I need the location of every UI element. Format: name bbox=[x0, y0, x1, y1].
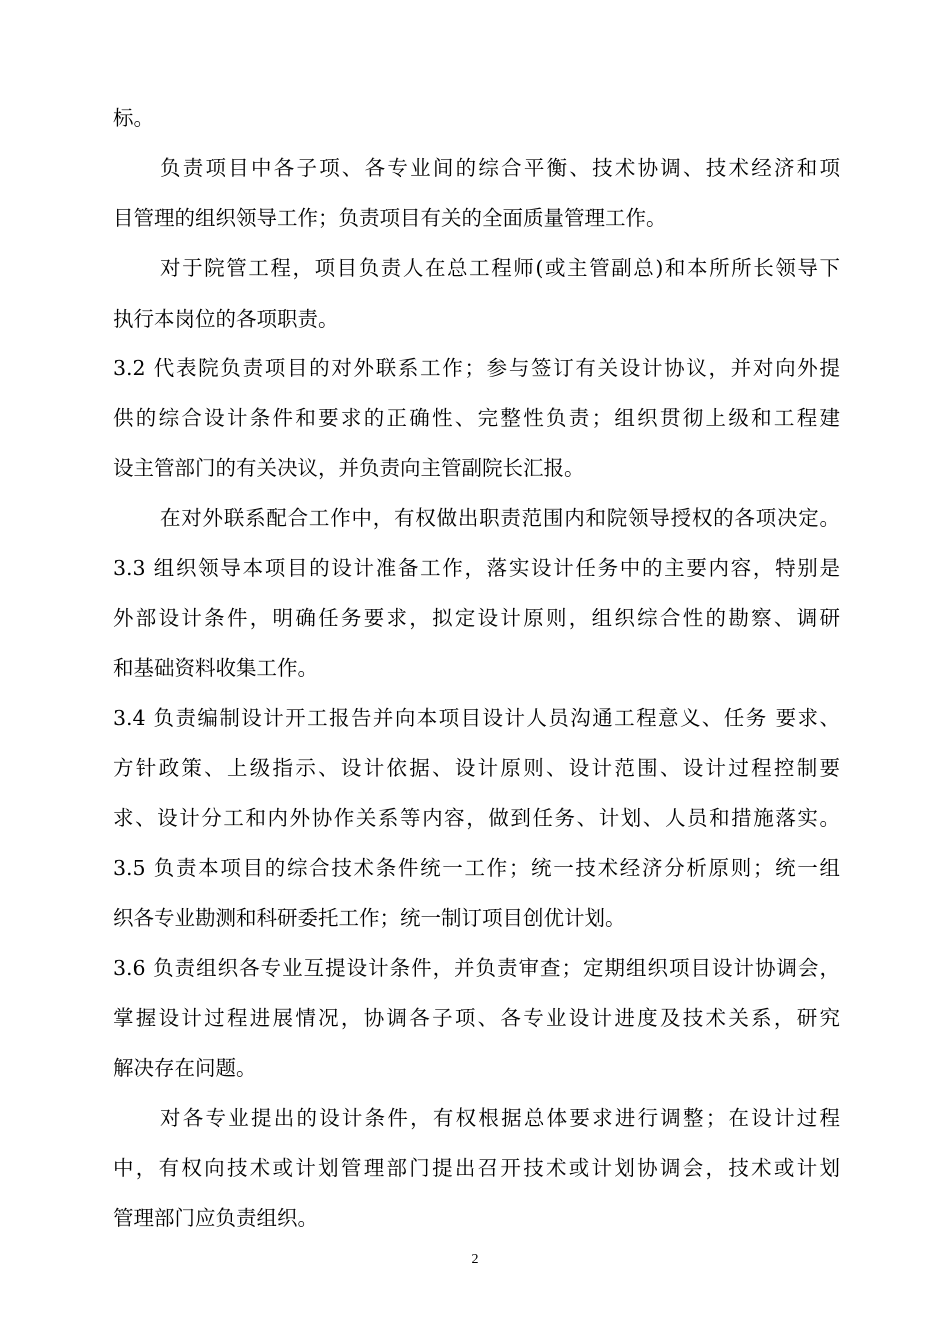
text-line: 供的综合设计条件和要求的正确性、完整性负责；组织贯彻上级和工程建 bbox=[113, 406, 840, 430]
text-line: 求、设计分工和内外协作关系等内容，做到任务、计划、人员和措施落实。 bbox=[113, 806, 840, 830]
page-number: 2 bbox=[471, 1252, 479, 1267]
text-line: 3.6 负责组织各专业互提设计条件，并负责审查；定期组织项目设计协调会， bbox=[113, 956, 840, 980]
text-line: 3.4 负责编制设计开工报告并向本项目设计人员沟通工程意义、任务 要求、 bbox=[113, 706, 840, 730]
text-line: 在对外联系配合工作中，有权做出职责范围内和院领导授权的各项决定。 bbox=[160, 506, 840, 530]
text-line: 方针政策、上级指示、设计依据、设计原则、设计范围、设计过程控制要 bbox=[113, 756, 840, 780]
text-line: 外部设计条件，明确任务要求，拟定设计原则，组织综合性的勘察、调研 bbox=[113, 606, 840, 630]
text-line: 对于院管工程，项目负责人在总工程师(或主管副总)和本所所长领导下 bbox=[160, 256, 840, 280]
text-line: 中，有权向技术或计划管理部门提出召开技术或计划协调会，技术或计划 bbox=[113, 1156, 840, 1180]
text-line: 标。 bbox=[113, 106, 154, 130]
text-line: 掌握设计过程进展情况，协调各子项、各专业设计进度及技术关系，研究 bbox=[113, 1006, 840, 1030]
text-line: 3.3 组织领导本项目的设计准备工作，落实设计任务中的主要内容，特别是 bbox=[113, 556, 840, 580]
text-line: 3.2 代表院负责项目的对外联系工作；参与签订有关设计协议，并对向外提 bbox=[113, 356, 840, 380]
text-line: 解决存在问题。 bbox=[113, 1056, 257, 1080]
text-line: 织各专业勘测和科研委托工作；统一制订项目创优计划。 bbox=[113, 906, 626, 930]
text-line: 目管理的组织领导工作；负责项目有关的全面质量管理工作。 bbox=[113, 206, 667, 230]
text-line: 对各专业提出的设计条件，有权根据总体要求进行调整；在设计过程 bbox=[160, 1106, 840, 1130]
text-line: 3.5 负责本项目的综合技术条件统一工作；统一技术经济分析原则；统一组 bbox=[113, 856, 840, 880]
text-line: 负责项目中各子项、各专业间的综合平衡、技术协调、技术经济和项 bbox=[160, 156, 840, 180]
text-line: 和基础资料收集工作。 bbox=[113, 656, 318, 680]
text-line: 设主管部门的有关决议，并负责向主管副院长汇报。 bbox=[113, 456, 585, 480]
text-line: 执行本岗位的各项职责。 bbox=[113, 307, 339, 331]
text-line: 管理部门应负责组织。 bbox=[113, 1206, 318, 1230]
